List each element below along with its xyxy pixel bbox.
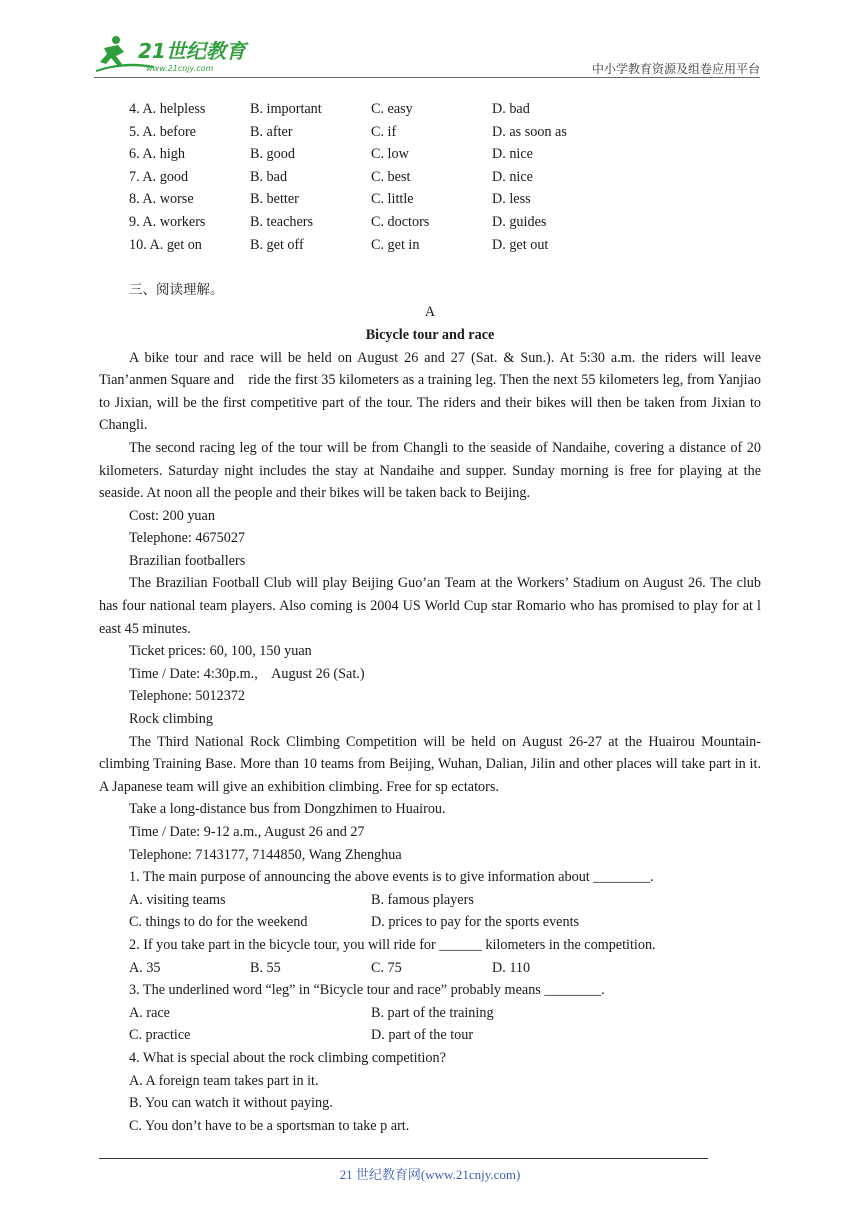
- page-header: [94, 28, 760, 80]
- paragraph: The Brazilian Football Club will play Beijing Guo’an Team at the Workers’ Stadium on August 26. The club has four national team players. Also coming is 2004 US World Cup star Romario who has promised to play for at l east 45 minutes.: [99, 575, 761, 637]
- option-line: B. You can watch it without paying.: [129, 1095, 333, 1112]
- option-row: 10. A. get on B. get off C. get in D. get out: [129, 236, 549, 253]
- paragraph: The second racing leg of the tour will be from Changli to the seaside of Nandaihe, covering a distance of 20 kilometers. Saturday night includes the stay at Nandaihe and supper. Sunday morning is free for playing at the seaside. At noon all the people and their bikes will be taken back to Beijing.: [99, 439, 761, 502]
- document-body: [99, 98, 761, 1137]
- telephone-line: Telephone: 5012372: [129, 688, 246, 705]
- cost-line: Cost: 200 yuan: [129, 507, 215, 524]
- passage-label: A: [424, 304, 436, 321]
- question: 4. What is special about the rock climbing competition?: [129, 1049, 446, 1066]
- bus-line: Take a long-distance bus from Dongzhimen to Huairou.: [129, 801, 446, 818]
- logo-text: 21世纪教育: [138, 39, 246, 63]
- option-row: A. 35 B. 55 C. 75 D. 110: [129, 959, 531, 976]
- telephone-line: Telephone: 4675027: [129, 530, 246, 547]
- option-row: 7. A. good B. bad C. best D. nice: [129, 168, 533, 185]
- question: 1. The main purpose of announcing the above events is to give information about ________.: [129, 869, 654, 886]
- paragraph: The Third National Rock Climbing Competition will be held on August 26-27 at the Huairou Mountain-climbing Training Base. More than 10 teams from Beijing, Wuhan, Dalian, Jilin and other places will take part in it. A Japanese team will give an exhibition climbing. Free for sp ectators.: [99, 733, 761, 795]
- paragraph: A bike tour and race will be held on August 26 and 27 (Sat. & Sun.). At 5:30 a.m. the riders will leave Tian’anmen Square and ride the first 35 kilometers as a training leg. Then the next 55 kilometers leg, from Yanjiao to Jixian, will be the first competitive part of the tour. The riders and their bikes will then be taken from Jixian to Changli.: [99, 349, 761, 434]
- option-row: 6. A. high B. good C. low D. nice: [129, 146, 533, 163]
- option-row: 8. A. worse B. better C. little D. less: [129, 191, 531, 208]
- header-divider: [94, 77, 760, 78]
- footer-text: 21 世纪教育网(www.21cnjy.com): [339, 1167, 521, 1182]
- logo-url: www.21cnjy.com: [146, 64, 214, 73]
- subheading: Rock climbing: [129, 711, 213, 728]
- option-line: C. You don’t have to be a sportsman to take p art.: [129, 1117, 410, 1134]
- time-line: Time / Date: 9-12 a.m., August 26 and 27: [129, 824, 365, 840]
- prices-line: Ticket prices: 60, 100, 150 yuan: [129, 643, 312, 660]
- logo-21cnjy: [94, 34, 264, 76]
- time-line: Time / Date: 4:30p.m., August 26 (Sat.): [129, 665, 365, 682]
- question: 3. The underlined word “leg” in “Bicycle tour and race” probably means ________.: [129, 982, 605, 999]
- header-platform-text: 中小学教育资源及组卷应用平台: [591, 62, 760, 76]
- passage-title: Bicycle tour and race: [365, 326, 495, 343]
- option-row: 9. A. workers B. teachers C. doctors D. guides: [129, 213, 547, 230]
- option-row: A. race B. part of the training: [129, 1004, 494, 1021]
- question: 2. If you take part in the bicycle tour, you will ride for ______ kilometers in the competition.: [129, 936, 656, 953]
- section-title: 三、阅读理解。: [129, 281, 224, 298]
- option-line: A. A foreign team takes part in it.: [129, 1072, 319, 1089]
- option-row: C. things to do for the weekend D. prices to pay for the sports events: [129, 914, 580, 931]
- option-row: C. practice D. part of the tour: [129, 1027, 474, 1044]
- option-row: 5. A. before B. after C. if D. as soon as: [129, 123, 567, 140]
- subheading: Brazilian footballers: [129, 552, 246, 569]
- option-row: A. visiting teams B. famous players: [129, 891, 474, 908]
- footer-divider: [99, 1158, 708, 1159]
- telephone-line: Telephone: 7143177, 7144850, Wang Zhenghua: [129, 846, 402, 863]
- option-row: 4. A. helpless B. important C. easy D. bad: [129, 101, 530, 117]
